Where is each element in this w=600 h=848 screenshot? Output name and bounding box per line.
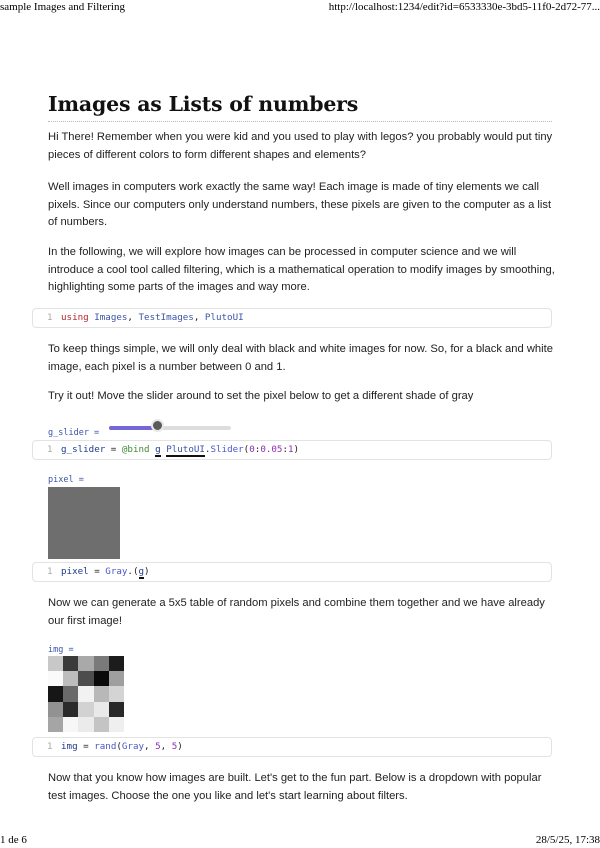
print-header xyxy=(0,1,600,15)
print-datetime: 28/5/25, 17:38 xyxy=(535,834,600,846)
paren-open: ( xyxy=(243,444,250,455)
code-cell-slider[interactable] xyxy=(32,440,552,460)
slider-output-label: g_slider = xyxy=(48,428,100,438)
random-image-grid xyxy=(48,656,124,732)
paragraph-intro: Hi There! Remember when you were kid and you used to play with legos? you probably would put tiny pieces of different colors to form different shapes and elements? xyxy=(48,131,553,161)
gray-slider[interactable] xyxy=(109,426,231,430)
code-cell-using[interactable] xyxy=(32,308,552,328)
code-source[interactable] xyxy=(61,441,299,459)
broadcast-open: .( xyxy=(127,566,139,577)
code-cell-img[interactable] xyxy=(32,737,552,757)
paragraph-try-slider: Try it out! Move the slider around to set the pixel below to get a different shade of gray xyxy=(48,390,474,402)
pixel-cell xyxy=(94,671,109,686)
paragraph-pixels: Well images in computers work exactly the same way! Each image is made of tiny elements we call pixels. Since our computers only understand numbers, these pixels are given to the computer as a list of numbers. xyxy=(48,181,552,228)
pixel-cell xyxy=(48,717,63,732)
pixel-preview xyxy=(48,487,120,559)
pixel-cell xyxy=(78,656,93,671)
paren-close: ) xyxy=(293,444,300,455)
pixel-cell xyxy=(94,717,109,732)
pixel-cell xyxy=(109,671,124,686)
print-footer xyxy=(0,834,600,848)
arg-rows: 5 xyxy=(155,741,161,752)
pixel-cell xyxy=(63,702,78,717)
line-number: 1 xyxy=(47,444,53,455)
pixel-cell xyxy=(78,717,93,732)
macro-bind: @bind xyxy=(121,444,150,455)
line-number: 1 xyxy=(47,741,53,752)
var-img: img xyxy=(61,741,78,752)
range-step: 0.05 xyxy=(260,444,283,455)
pixel-output-label: pixel = xyxy=(48,475,84,485)
pixel-cell xyxy=(63,671,78,686)
arg-cols: 5 xyxy=(171,741,178,752)
slider-thumb[interactable] xyxy=(151,419,164,432)
keyword-using: using xyxy=(61,312,89,323)
paragraph-random-image: Now we can generate a 5x5 table of random pixels and combine them together and we have already our first image! xyxy=(48,597,545,627)
separator: , xyxy=(127,312,139,323)
dot-op: . xyxy=(204,444,211,455)
module-images: Images xyxy=(94,312,128,323)
assign-op: = xyxy=(88,566,106,577)
range-start: 0 xyxy=(249,444,255,455)
pixel-cell xyxy=(78,686,93,701)
code-source[interactable] xyxy=(61,738,183,756)
separator: , xyxy=(144,741,156,752)
pixel-cell xyxy=(94,702,109,717)
range-colon: : xyxy=(254,444,261,455)
code-source[interactable] xyxy=(61,563,150,581)
line-number: 1 xyxy=(47,312,53,323)
assign-op: = xyxy=(77,741,95,752)
pixel-cell xyxy=(78,671,93,686)
symbol-g: g xyxy=(138,566,145,577)
var-g-slider: g_slider xyxy=(61,444,106,455)
pixel-cell xyxy=(48,702,63,717)
pixel-cell xyxy=(48,686,63,701)
pixel-cell xyxy=(78,702,93,717)
fn-slider: Slider xyxy=(210,444,244,455)
img-output-label: img = xyxy=(48,645,74,655)
pixel-cell xyxy=(94,656,109,671)
separator: , xyxy=(193,312,205,323)
fn-gray: Gray xyxy=(105,566,128,577)
range-colon: : xyxy=(282,444,288,455)
pixel-cell xyxy=(63,686,78,701)
code-cell-pixel[interactable] xyxy=(32,562,552,582)
code-source[interactable] xyxy=(61,309,244,327)
paren-close: ) xyxy=(144,566,150,577)
page-number: 1 de 6 xyxy=(0,834,27,846)
module-plutoui: PlutoUI xyxy=(166,444,205,455)
pixel-cell xyxy=(63,717,78,732)
separator: , xyxy=(160,741,172,752)
notebook-page xyxy=(48,92,552,122)
pixel-cell xyxy=(109,702,124,717)
arg-gray: Gray xyxy=(121,741,145,752)
page-title-header: sample Images and Filtering xyxy=(0,1,125,13)
pixel-cell xyxy=(109,686,124,701)
paren-open: ( xyxy=(116,741,122,752)
paragraph-filtering: In the following, we will explore how images can be processed in computer science and we will introduce a cool tool called filtering, which is a mathematical operation to modify images by smoothing, highlighting some parts of the images and way more. xyxy=(48,246,555,293)
fn-rand: rand xyxy=(94,741,117,752)
line-number: 1 xyxy=(47,566,53,577)
symbol-g: g xyxy=(155,444,161,455)
pixel-cell xyxy=(109,656,124,671)
pixel-cell xyxy=(63,656,78,671)
paragraph-grayscale: To keep things simple, we will only deal with black and white images for now. So, for a black and white image, each pixel is a number between 0 and 1. xyxy=(48,343,553,373)
pixel-cell xyxy=(94,686,109,701)
module-testimages: TestImages xyxy=(138,312,194,323)
module-plutoui: PlutoUI xyxy=(204,312,244,323)
pixel-cell xyxy=(109,717,124,732)
pixel-cell xyxy=(48,656,63,671)
page-url-header[interactable]: http://localhost:1234/edit?id=6533330e-3bd5-11f0-2d72-77... xyxy=(328,1,600,13)
pixel-cell xyxy=(48,671,63,686)
paragraph-dropdown: Now that you know how images are built. Let's get to the fun part. Below is a dropdown with popular test images. Choose the one you like and let's start learning about filters. xyxy=(48,772,542,802)
range-stop: 1 xyxy=(288,444,294,455)
paren-close: ) xyxy=(177,741,183,752)
var-pixel: pixel xyxy=(61,566,89,577)
assign-op: = xyxy=(105,444,122,455)
page-title: Images as Lists of numbers xyxy=(48,92,552,122)
